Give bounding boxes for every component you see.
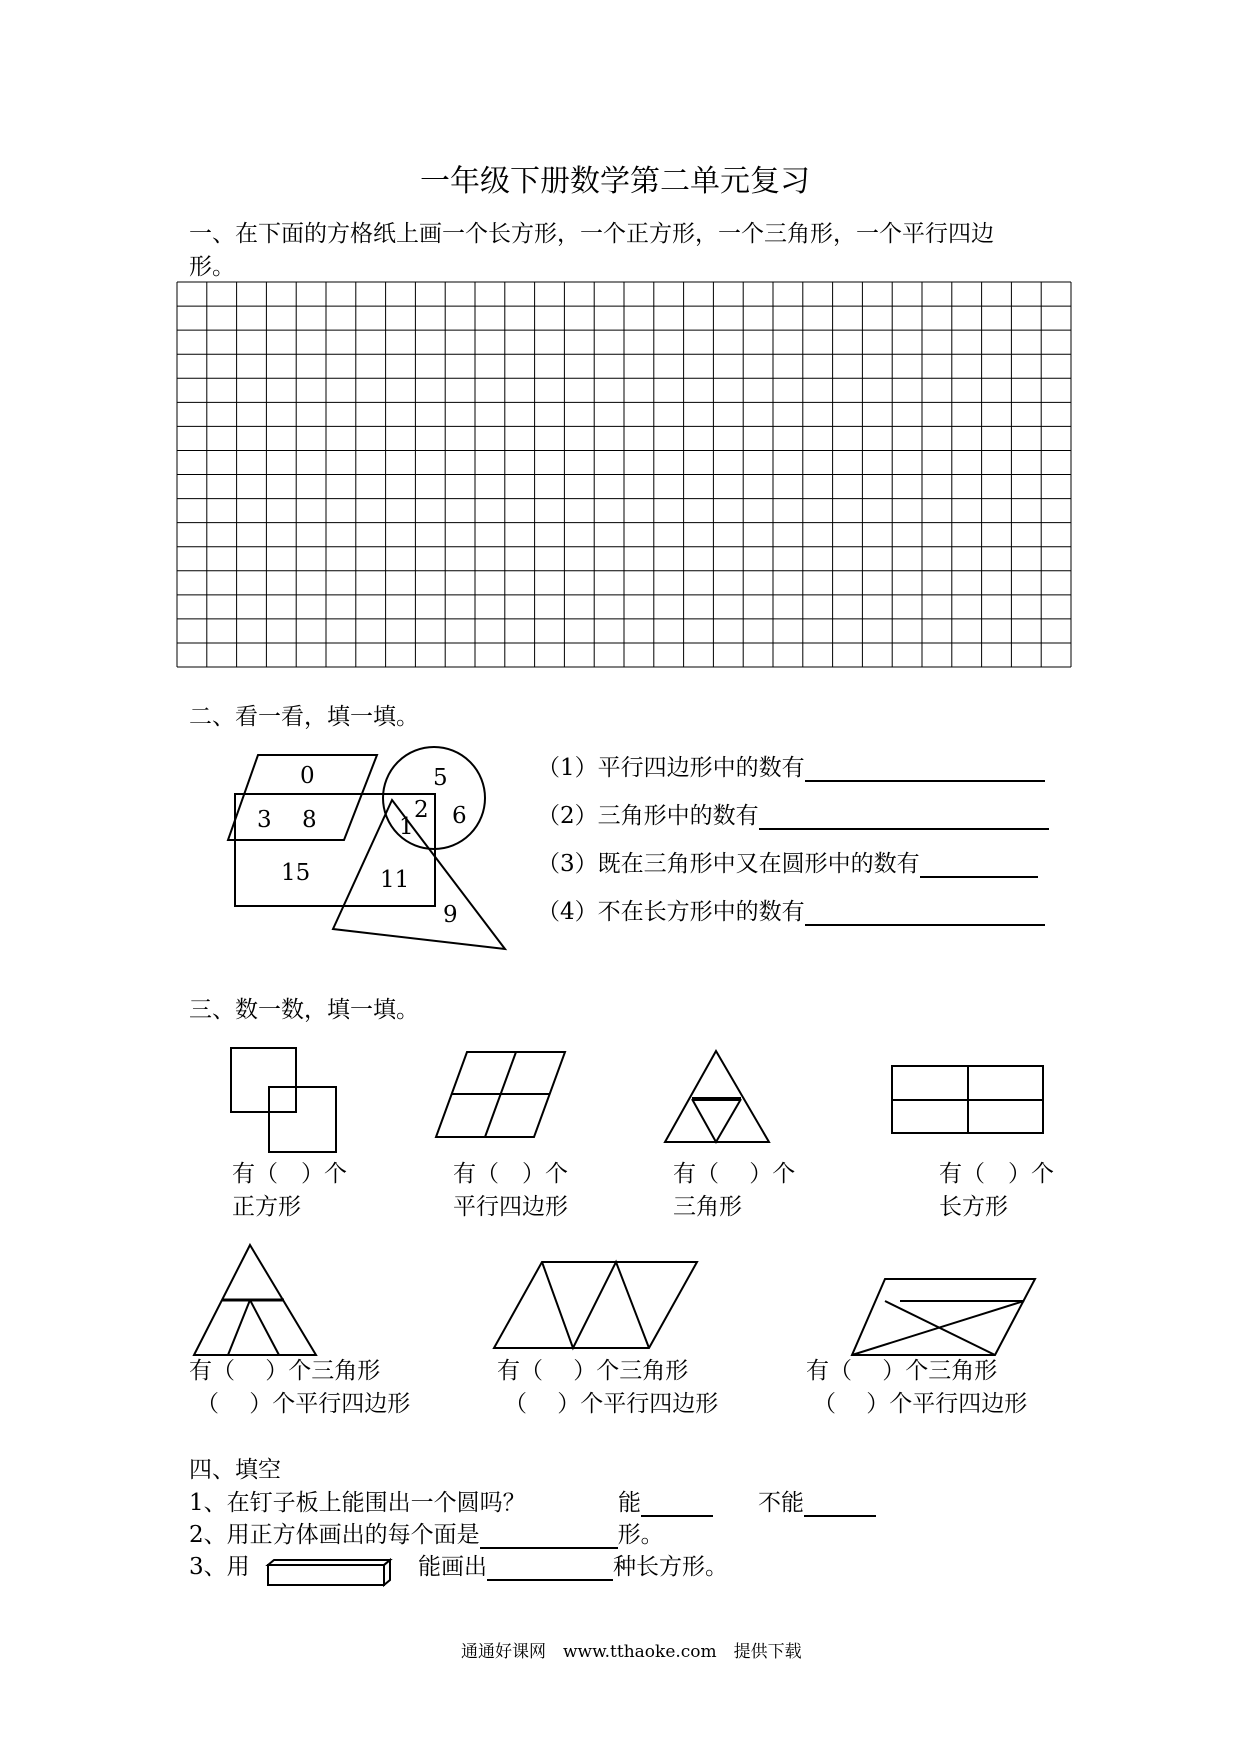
- venn-number-6: 6: [452, 803, 467, 829]
- venn-number-5: 5: [433, 765, 448, 791]
- count5-line1: 有（ ）个三角形: [189, 1358, 381, 1384]
- fill-question-3-before: 3、用: [189, 1554, 250, 1580]
- venn-number-11: 11: [380, 867, 410, 893]
- count7-line1: 有（ ）个三角形: [806, 1358, 998, 1384]
- section4-heading: 四、填空: [189, 1457, 281, 1483]
- fill-question-1-no-label: 不能: [758, 1490, 804, 1516]
- count7-line2: （ ）个平行四边形: [813, 1391, 1028, 1417]
- count4-line1: 有（ ）个: [939, 1161, 1054, 1187]
- section3-heading: 三、数一数，填一填。: [189, 997, 419, 1023]
- count1-line1: 有（ ）个: [232, 1161, 347, 1187]
- venn-number-15: 15: [281, 860, 311, 886]
- count2-line1: 有（ ）个: [453, 1161, 568, 1187]
- count3-line2: 三角形: [673, 1194, 742, 1220]
- fill-question-1-text: 1、在钉子板上能围出一个圆吗？: [189, 1490, 526, 1516]
- page-footer: 通通好课网 www.tthaoke.com 提供下载: [461, 1642, 802, 1662]
- count4-line2: 长方形: [939, 1194, 1008, 1220]
- fill-question-2-after: 形。: [617, 1522, 664, 1548]
- question-1-text: （1）平行四边形中的数有: [537, 755, 805, 781]
- fill-question-3-middle: 能画出: [418, 1554, 487, 1580]
- fill-question-3-rest: [418, 1553, 728, 1581]
- venn-number-3: 3: [257, 807, 272, 833]
- count5-line2: （ ）个平行四边形: [196, 1391, 411, 1417]
- fill-question-3-after: 种长方形。: [613, 1554, 728, 1580]
- section2-heading: 二、看一看，填一填。: [189, 704, 419, 730]
- question-2-text: （2）三角形中的数有: [537, 803, 759, 829]
- fill-question-1-yes-label: 能: [618, 1490, 641, 1516]
- question-4-text: （4）不在长方形中的数有: [537, 899, 805, 925]
- count6-line2: （ ）个平行四边形: [504, 1391, 719, 1417]
- fill-question-3-blank[interactable]: [487, 1555, 613, 1581]
- question-3-text: （3）既在三角形中又在圆形中的数有: [537, 851, 920, 877]
- venn-number-1: 1: [399, 814, 414, 840]
- section1-instruction-line2: 形。: [189, 254, 235, 280]
- count1-line2: 正方形: [232, 1194, 301, 1220]
- page-title: 一年级下册数学第二单元复习: [420, 164, 810, 199]
- section1-instruction-line1: 一、在下面的方格纸上画一个长方形，一个正方形，一个三角形，一个平行四边: [189, 221, 994, 247]
- venn-number-2: 2: [414, 797, 429, 823]
- count3-line1: 有（ ）个: [673, 1161, 796, 1187]
- venn-number-9: 9: [443, 902, 458, 928]
- venn-number-0: 0: [300, 763, 315, 789]
- count6-line1: 有（ ）个三角形: [497, 1358, 689, 1384]
- venn-number-8: 8: [302, 807, 317, 833]
- fill-question-2-before: 2、用正方体画出的每个面是: [189, 1522, 480, 1548]
- count2-line2: 平行四边形: [453, 1194, 568, 1220]
